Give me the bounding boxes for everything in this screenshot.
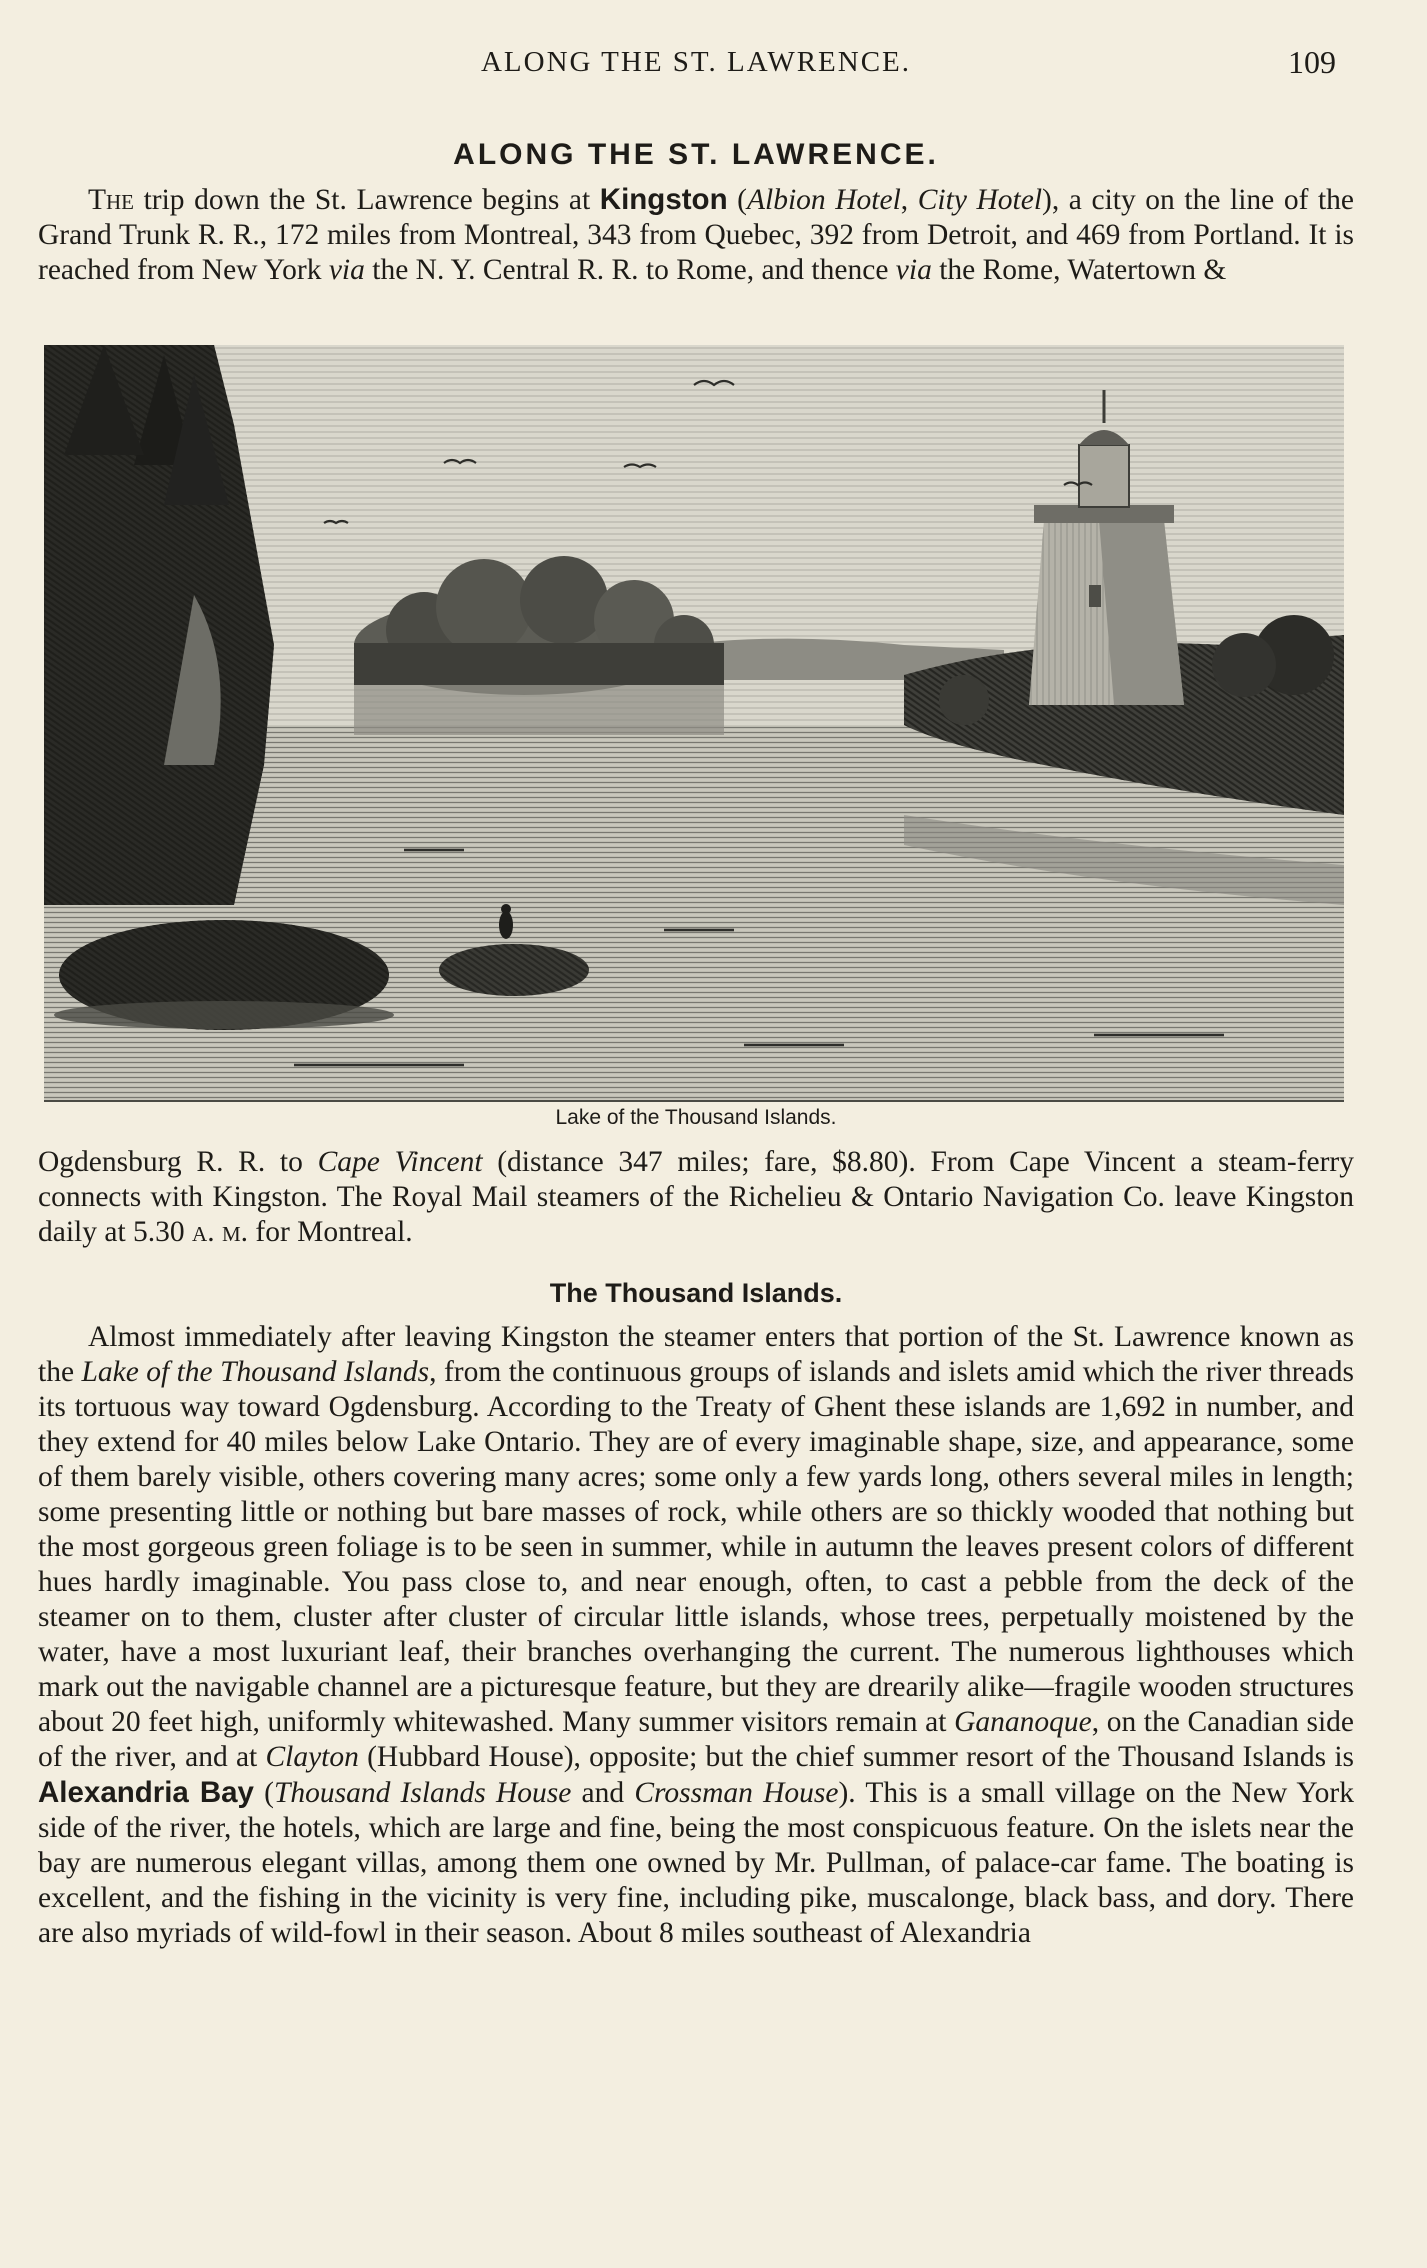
time-am: a. m. bbox=[192, 1216, 248, 1248]
hotel-city: City Hotel bbox=[917, 184, 1043, 216]
text-run: the N. Y. Central R. R. to Rome, and thence bbox=[364, 254, 896, 286]
place-kingston: Kingston bbox=[599, 183, 728, 216]
text-run: and bbox=[571, 1777, 635, 1809]
sub-heading: The Thousand Islands. bbox=[549, 1278, 843, 1308]
running-title: ALONG THE ST. LAWRENCE. bbox=[480, 46, 912, 78]
text-run: for Montreal. bbox=[248, 1216, 413, 1248]
place-clayton: Clayton bbox=[265, 1741, 359, 1773]
engraving-lake-of-the-thousand-islands bbox=[44, 345, 1344, 1102]
text-run: , bbox=[900, 184, 918, 216]
text-run: Ogdensburg R. R. to bbox=[38, 1146, 318, 1178]
place-alexandria-bay: Alexandria Bay bbox=[38, 1776, 254, 1809]
book-page bbox=[38, 0, 1354, 2268]
text-run: (distance 347 miles; fare, $8.80). From Cape Vincent a steam-ferry connects with Kingston. The Royal Mail steamers of the Richelieu & Ontario Navigation Co. leave Kingston daily at 5.30 bbox=[38, 1146, 1355, 1248]
text-run: ). This is a small village on the New York side of the river, the hotels, which are large and fine, being the most conspicuous feature. On the islets near the bay are numerous elegant villas, among them one owned by Mr. Pullman, of palace-car fame. The boating is excellent, and the fishing in the vicinity is very fine, including pike, muscalonge, black bass, and dory. There are also myriads of wild-fowl in their season. About 8 miles southeast of Alexandria bbox=[38, 1777, 1355, 1949]
continuation-paragraph bbox=[38, 1145, 1354, 1250]
text-run: ( bbox=[727, 184, 747, 216]
text-run: ( bbox=[253, 1777, 274, 1809]
via-word: via bbox=[895, 254, 932, 286]
text-run: the Rome, Watertown & bbox=[931, 254, 1227, 286]
hotel-albion: Albion Hotel bbox=[747, 184, 901, 216]
intro-paragraph bbox=[38, 182, 1354, 288]
text-run: (Hubbard House), opposite; but the chief summer resort of the Thousand Islands is bbox=[358, 1741, 1354, 1773]
running-head bbox=[38, 46, 1354, 86]
text-run: trip down the St. Lawrence begins at bbox=[134, 184, 600, 216]
via-word: via bbox=[328, 254, 365, 286]
drop-word: The bbox=[88, 184, 135, 216]
text-run: Almost immediately after leaving Kingston the steamer enters that portion of the St. Lawrence known as the bbox=[38, 1321, 1354, 1388]
illustration-caption: Lake of the Thousand Islands. bbox=[555, 1106, 837, 1129]
page-number: 109 bbox=[1288, 44, 1336, 80]
thousand-islands-paragraph bbox=[38, 1320, 1354, 1951]
lake-name: Lake of the Thousand Islands bbox=[81, 1356, 430, 1388]
text-run: , from the continuous groups of islands and islets amid which the river threads its tortuous way toward Ogdensburg. According to the Treaty of Ghent these islands are 1,692 in number, and they extend for 40 miles below Lake Ontario. They are of every imaginable shape, size, and appearance, some of them barely visible, others covering many acres; some only a few yards long, others several miles in length; some presenting little or nothing but bare masses of rock, while others are so thickly wooded that nothing but the most gorgeous green foliage is to be seen in summer, while in autumn the leaves present colors of different hues hardly imaginable. You pass close to, and near enough, often, to cast a pebble from the deck of the steamer on to them, cluster after cluster of circular little islands, whose trees, perpetually moistened by the water, have a most luxuriant leaf, their branches overhanging the current. The numerous lighthouses which mark out the navigable channel are a picturesque feature, but they are drearily alike—fragile wooden structures about 20 feet high, uniformly whitewashed. Many summer visitors remain at bbox=[38, 1356, 1354, 1738]
place-cape-vincent: Cape Vincent bbox=[317, 1146, 483, 1178]
hotel-thousand-islands-house: Thousand Islands House bbox=[273, 1777, 572, 1809]
text-run: ), a city on the line of the Grand Trunk R. R., 172 miles from Montreal, 343 from Quebec, 392 from Detroit, and 469 from Portland. It is reached from New York bbox=[38, 184, 1355, 286]
engraving-svg bbox=[44, 345, 1344, 1100]
section-heading: ALONG THE ST. LAWRENCE. bbox=[453, 138, 939, 171]
hotel-crossman-house: Crossman House bbox=[634, 1777, 839, 1809]
place-gananoque: Gananoque bbox=[954, 1706, 1092, 1738]
text-run: , on the Canadian side of the river, and at bbox=[38, 1706, 1354, 1773]
